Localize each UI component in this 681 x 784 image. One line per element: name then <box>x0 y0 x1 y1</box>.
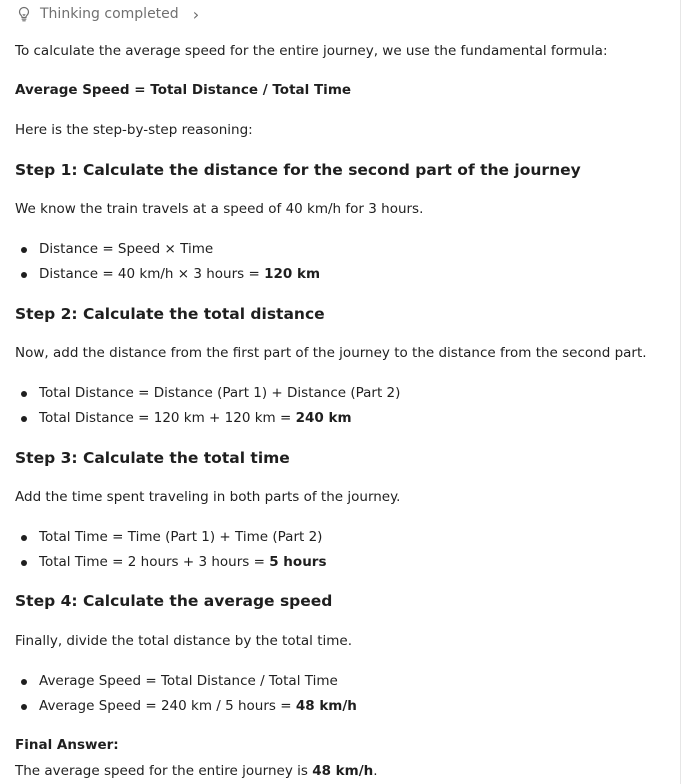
step1-bullet-2: Distance = 40 km/h × 3 hours = 120 km <box>39 266 321 282</box>
step2-bullet-1: Total Distance = Distance (Part 1) + Distance (Part 2) <box>39 385 401 401</box>
bullet-dot <box>21 391 27 397</box>
step3-bullet-1: Total Time = Time (Part 1) + Time (Part 2) <box>39 529 323 545</box>
final-answer-text: The average speed for the entire journey is 48 km/h. <box>15 763 378 779</box>
bullet-dot <box>21 247 27 253</box>
thinking-label: Thinking completed <box>40 6 179 22</box>
lightbulb-icon <box>16 6 32 22</box>
bullet-dot <box>21 416 27 422</box>
step3-text: Add the time spent traveling in both parts of the journey. <box>15 489 401 505</box>
step1-text: We know the train travels at a speed of 40 km/h for 3 hours. <box>15 201 424 217</box>
step3-bullet-2: Total Time = 2 hours + 3 hours = 5 hours <box>39 554 327 570</box>
bullet-dot <box>21 679 27 685</box>
step1-bullet-1: Distance = Speed × Time <box>39 241 214 257</box>
chevron-right-icon: › <box>192 4 200 24</box>
step4-bullet-2: Average Speed = 240 km / 5 hours = 48 km/h <box>39 698 357 714</box>
step4-text: Finally, divide the total distance by the total time. <box>15 633 353 649</box>
bullet-dot <box>21 560 27 566</box>
step3-heading: Step 3: Calculate the total time <box>15 449 290 467</box>
final-answer-label: Final Answer: <box>15 737 119 753</box>
step2-text: Now, add the distance from the first part of the journey to the distance from the second part. <box>15 345 647 361</box>
bullet-dot <box>21 535 27 541</box>
step4-bullet-1: Average Speed = Total Distance / Total Time <box>39 673 338 689</box>
step2-bullet-2: Total Distance = 120 km + 120 km = 240 km <box>39 410 352 426</box>
bullet-dot <box>21 704 27 710</box>
step4-heading: Step 4: Calculate the average speed <box>15 592 333 610</box>
formula-text: Average Speed = Total Distance / Total Time <box>15 82 352 98</box>
step1-heading: Step 1: Calculate the distance for the second part of the journey <box>15 161 581 179</box>
bullet-dot <box>21 272 27 278</box>
thinking-toggle[interactable] <box>16 4 199 24</box>
intro-text: To calculate the average speed for the entire journey, we use the fundamental formula: <box>15 43 608 59</box>
reasoning-intro: Here is the step-by-step reasoning: <box>15 122 253 138</box>
step2-heading: Step 2: Calculate the total distance <box>15 305 325 323</box>
